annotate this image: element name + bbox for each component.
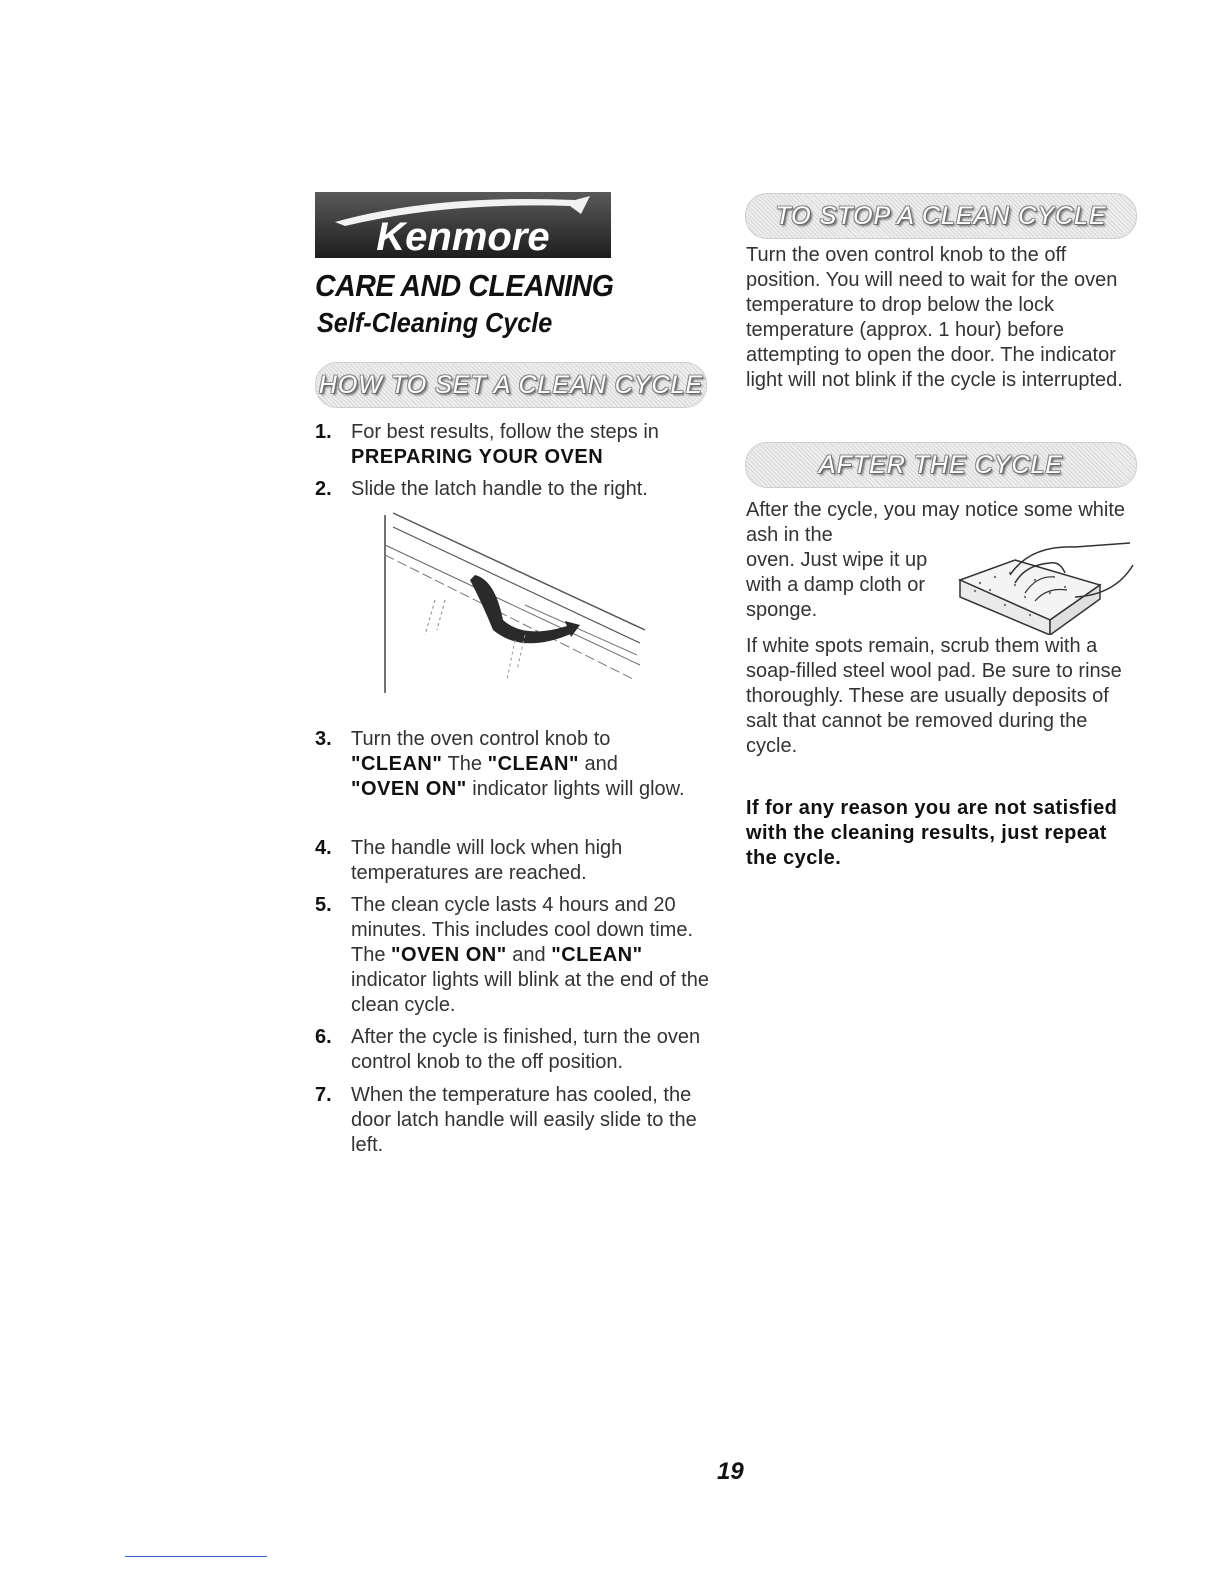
step-bold-text: "CLEAN" <box>351 753 443 775</box>
step-text: The handle will lock when high temperatures are reached. <box>351 837 623 884</box>
after-cycle-text: After the cycle, you may notice some white ash in the <box>746 499 1126 546</box>
footer-rule <box>125 1556 267 1557</box>
sponge-illustration <box>955 535 1135 635</box>
list-item <box>315 1025 715 1075</box>
step-text: indicator lights will glow. <box>472 778 685 800</box>
list-item <box>315 727 715 802</box>
page-number: 19 <box>717 1458 744 1485</box>
step-text: Turn the oven control knob to <box>351 728 611 750</box>
section-heading-set-clean-cycle <box>315 362 707 408</box>
step-text: When the temperature has cooled, the door latch handle will easily slide to the left. <box>351 1084 697 1156</box>
step-bold-text: "OVEN ON" <box>351 778 467 800</box>
step-number: 3. <box>315 728 332 750</box>
page-title: CARE AND CLEANING <box>315 268 614 303</box>
after-cycle-note: If for any reason you are not satisfied with the cleaning results, just repeat the cycle. <box>746 797 1118 869</box>
step-number: 6. <box>315 1026 332 1048</box>
list-item <box>315 893 715 1018</box>
step-number: 2. <box>315 478 332 500</box>
list-item <box>315 477 715 502</box>
section-heading-stop-clean-cycle <box>745 193 1137 239</box>
step-bold-text: "OVEN ON" <box>391 944 507 966</box>
step-text: indicator lights will blink at the end of the clean cycle. <box>351 969 709 1016</box>
step-text: The <box>447 753 483 775</box>
step-bold-text: "CLEAN" <box>487 753 579 775</box>
step-number: 1. <box>315 421 332 443</box>
step-number: 5. <box>315 894 332 916</box>
step-text: After the cycle is finished, turn the oven control knob to the off position. <box>351 1026 701 1073</box>
step-text: Slide the latch handle to the right. <box>351 478 648 500</box>
after-cycle-text: oven. Just wipe it up with a damp cloth or sponge. <box>746 549 928 621</box>
latch-handle-illustration <box>375 505 650 695</box>
list-item <box>315 420 715 470</box>
section-heading-text: TO STOP A CLEAN CYCLE <box>775 201 1107 230</box>
step-bold-text: PREPARING YOUR OVEN <box>351 446 604 468</box>
step-text: For best results, follow the steps in <box>351 421 659 443</box>
section-heading-text: HOW TO SET A CLEAN CYCLE <box>318 370 704 399</box>
stop-cycle-text: Turn the oven control knob to the off position. You will need to wait for the oven temperature to drop below the lock temperature (approx. 1 hour) before attempting to open the door. The indicator light will not blink if the cycle is interrupted. <box>746 244 1123 391</box>
step-text: and <box>512 944 546 966</box>
page-subtitle: Self-Cleaning Cycle <box>317 307 553 338</box>
step-text: and <box>584 753 618 775</box>
after-cycle-text: If white spots remain, scrub them with a soap-filled steel wool pad. Be sure to rinse thoroughly. These are usually deposits of salt that cannot be removed during the cycle. <box>746 635 1122 757</box>
list-item <box>315 1083 715 1158</box>
list-item <box>315 836 715 886</box>
section-heading-text: AFTER THE CYCLE <box>818 450 1064 479</box>
step-bold-text: "CLEAN" <box>551 944 643 966</box>
step-number: 7. <box>315 1084 332 1106</box>
step-text: The clean cycle lasts 4 hours and 20 minutes. This includes cool down time. The <box>351 894 694 966</box>
kenmore-logo <box>315 192 611 262</box>
section-heading-after-cycle <box>745 442 1137 488</box>
step-number: 4. <box>315 837 332 859</box>
kenmore-logo-text: Kenmore <box>376 215 550 259</box>
